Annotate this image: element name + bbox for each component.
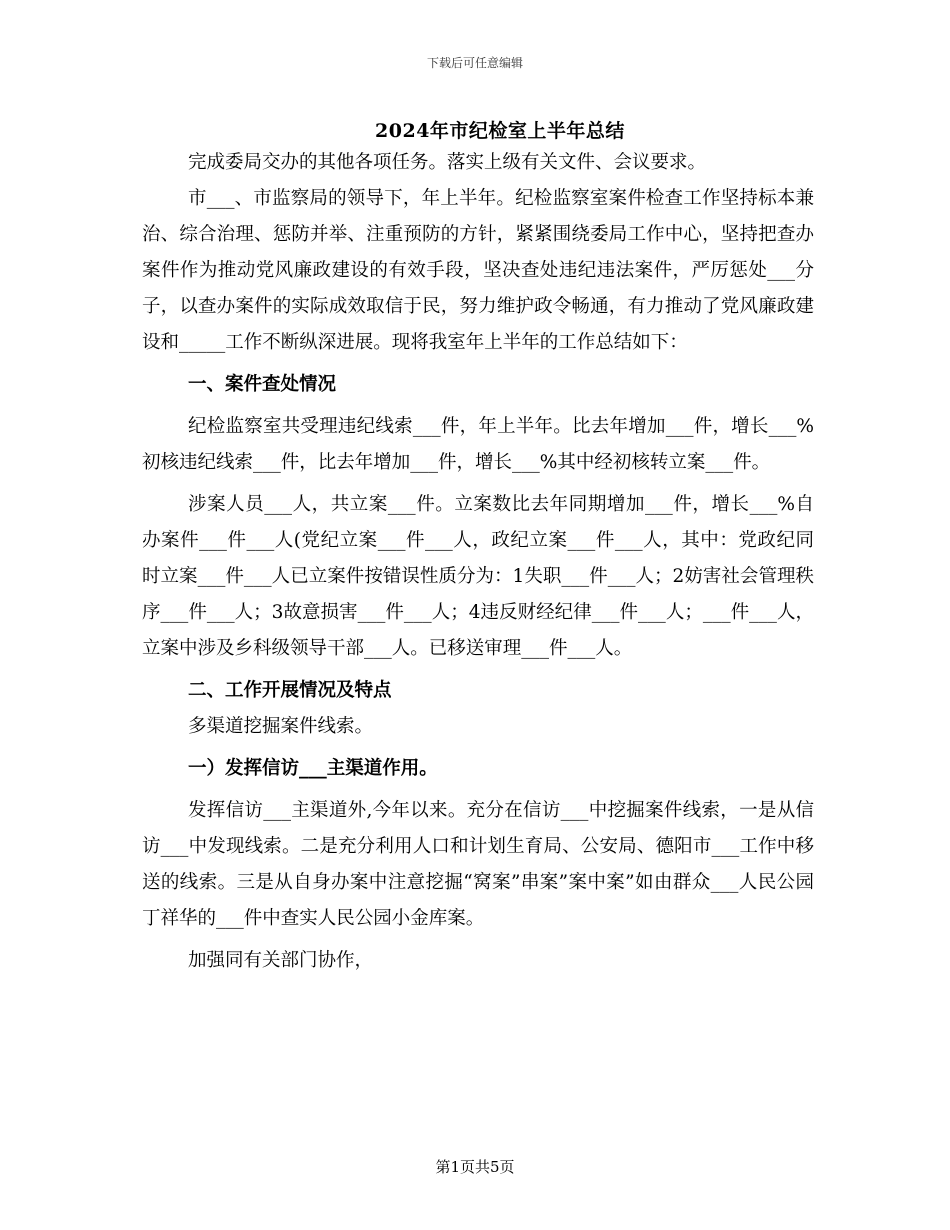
document-body: [142, 145, 814, 979]
section-heading-1: 一、案件查处情况: [188, 374, 337, 395]
paragraph-cooperation: 加强同有关部门协作，: [188, 950, 374, 971]
paragraph-clues: 纪检监察室共受理违纪线索___件，年上半年。比去年增加___件，增长___%初核违纪线索___件，比去年增加___件，增长___%其中经初核转立案___件。: [142, 416, 814, 473]
paragraph-cases: 涉案人员___人，共立案___件。立案数比去年同期增加___件，增长___%自办案件___件___人(党纪立案___件___人，政纪立案___件___人，其中：党政纪同时立案___件___人已立案件按错误性质分为：1失职___件___人；2妨害社会管理秩序___件___人；3故意损害___件___人；4违反财经纪律___件___人；___件___人，立案中涉及乡科级领导干部___人。已移送审理___件___人。: [142, 494, 814, 659]
document-title: 2024年市纪检室上半年总结: [375, 120, 625, 142]
paragraph-intro: 完成委局交办的其他各项任务。落实上级有关文件、会议要求。: [188, 152, 707, 173]
paragraph-overview: 市___、市监察局的领导下，年上半年。纪检监察室案件检查工作坚持标本兼治、综合治理、惩防并举、注重预防的方针，紧紧围绕委局工作中心，坚持把查办案件作为推动党风廉政建设的有效手段，坚决查处违纪违法案件，严厉惩处___分子，以查办案件的实际成效取信于民，努力维护政令畅通，有力推动了党风廉政建设和_____工作不断纵深进展。现将我室年上半年的工作总结如下：: [142, 188, 814, 353]
section-heading-2: 二、工作开展情况及特点: [188, 680, 392, 701]
paragraph-petitions: 发挥信访___主渠道外,今年以来。充分在信访___中挖掘案件线索，一是从信访___中发现线索。二是充分利用人口和计划生育局、公安局、德阳市___工作中移送的线索。三是从自身办案中注意挖掘“窝案”串案”案中案”如由群众___人民公园丁祥华的___件中查实人民公园小金库案。: [142, 800, 814, 929]
header-note: 下载后可任意编辑: [426, 56, 523, 70]
paragraph-channels: 多渠道挖掘案件线索。: [188, 716, 374, 737]
page-number: 第1页共5页: [435, 1158, 515, 1176]
subsection-heading-1: 一）发挥信访___主渠道作用。: [188, 758, 438, 779]
